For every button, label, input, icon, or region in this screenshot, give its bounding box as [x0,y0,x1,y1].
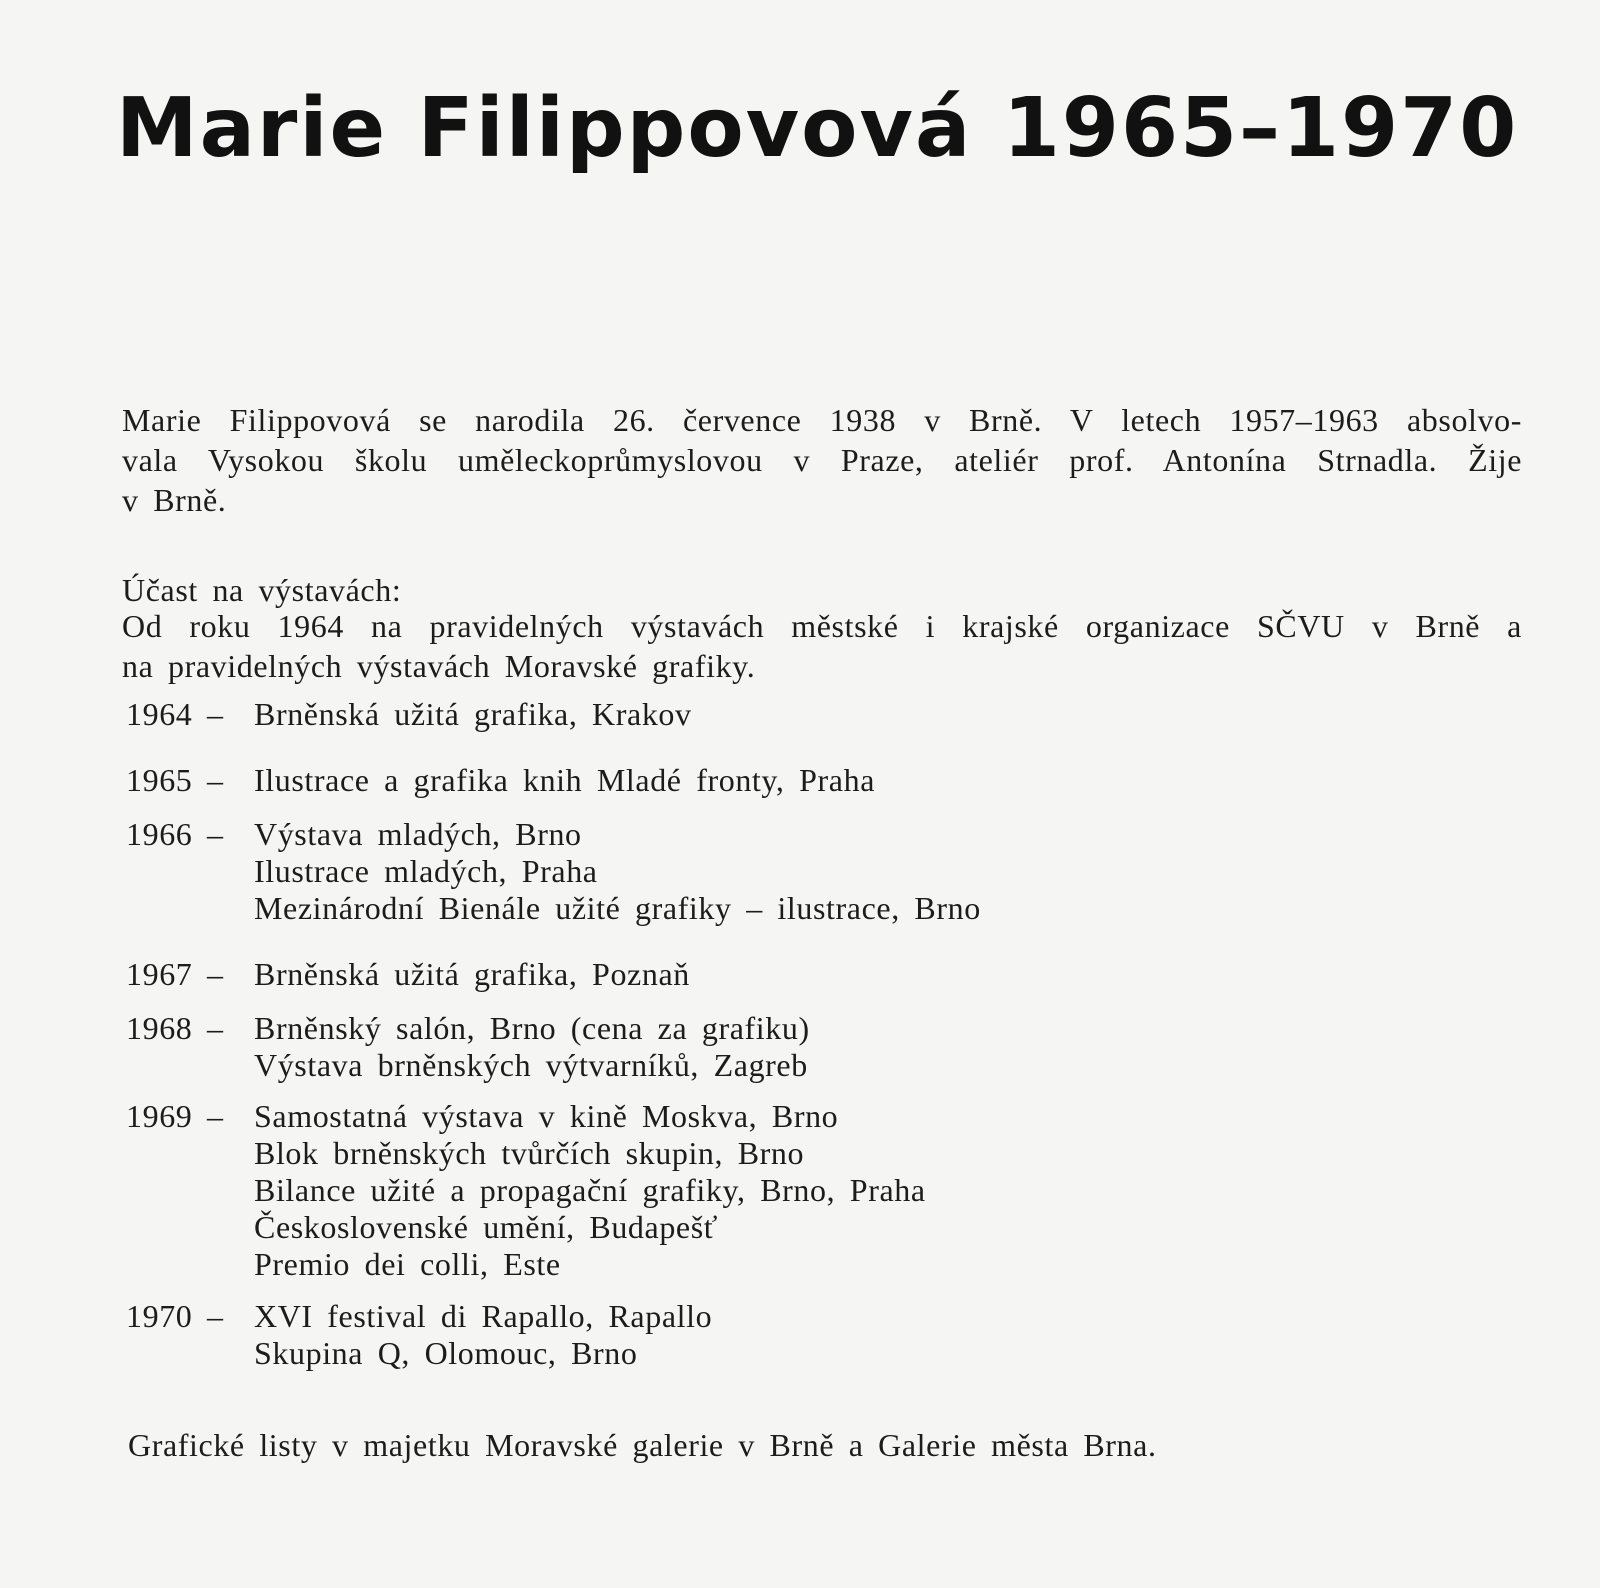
exhibition-entry: Mezinárodní Bienále užité grafiky – ilustrace, Brno [254,890,981,926]
exhibition-year-block [126,762,875,799]
exhibition-year: 1967 – [126,956,224,992]
exhibitions-intro [122,606,1522,686]
exhibition-year-block [126,1010,810,1084]
exhibition-entry: Brněnská užitá grafika, Poznaň [254,956,690,992]
exhibition-entry: Skupina Q, Olomouc, Brno [254,1335,638,1371]
exhibition-entry: Ilustrace mladých, Praha [254,853,598,889]
exhibitions-intro-line-2: na pravidelných výstavách Moravské grafiky. [122,648,756,684]
exhibition-entries [254,762,875,799]
exhibition-entries [254,1298,712,1372]
exhibition-year-block [126,956,690,993]
exhibition-year: 1965 – [126,762,224,798]
exhibition-entry: XVI festival di Rapallo, Rapallo [254,1298,713,1334]
biography-paragraph [122,400,1522,520]
exhibition-entry: Ilustrace a grafika knih Mladé fronty, Praha [254,762,875,798]
exhibition-entry: Výstava mladých, Brno [254,816,582,852]
exhibition-entry: Brněnský salón, Brno (cena za grafiku) [254,1010,810,1046]
exhibition-year-block [126,696,692,733]
exhibition-year: 1970 – [126,1298,224,1334]
collections-note: Grafické listy v majetku Moravské galerie v Brně a Galerie města Brna. [128,1427,1157,1463]
exhibition-entry: Premio dei colli, Este [254,1246,561,1282]
biography-line-1: Marie Filippovová se narodila 26. července 1938 v Brně. V letech 1957–1963 absolvo- [122,402,1522,438]
exhibition-entry: Československé umění, Budapešť [254,1209,719,1245]
exhibition-entry: Bilance užité a propagační grafiky, Brno, Praha [254,1172,926,1208]
exhibition-year-block [126,1098,926,1283]
exhibition-entries [254,1098,926,1283]
exhibition-year: 1966 – [126,816,224,852]
exhibitions-heading: Účast na výstavách: [122,572,402,608]
exhibition-entry: Výstava brněnských výtvarníků, Zagreb [254,1047,808,1083]
exhibition-entry: Samostatná výstava v kině Moskva, Brno [254,1098,839,1134]
exhibition-entries [254,956,690,993]
exhibition-entries [254,696,692,733]
exhibition-entries [254,816,981,927]
exhibition-year: 1964 – [126,696,224,732]
exhibition-entry: Blok brněnských tvůrčích skupin, Brno [254,1135,805,1171]
exhibition-entry: Brněnská užitá grafika, Krakov [254,696,692,732]
exhibition-year: 1969 – [126,1098,224,1134]
exhibition-entries [254,1010,810,1084]
exhibition-year-block [126,816,981,927]
exhibitions-intro-line-1: Od roku 1964 na pravidelných výstavách městské i krajské organizace SČVU v Brně a [122,608,1522,644]
page-title: Marie Filippovová 1965–1970 [116,81,1519,176]
exhibition-year-block [126,1298,712,1372]
biography-line-3: v Brně. [122,482,227,518]
biography-line-2: vala Vysokou školu uměleckoprůmyslovou v Praze, ateliér prof. Antonína Strnadla. Žije [122,442,1522,478]
exhibition-year: 1968 – [126,1010,224,1046]
